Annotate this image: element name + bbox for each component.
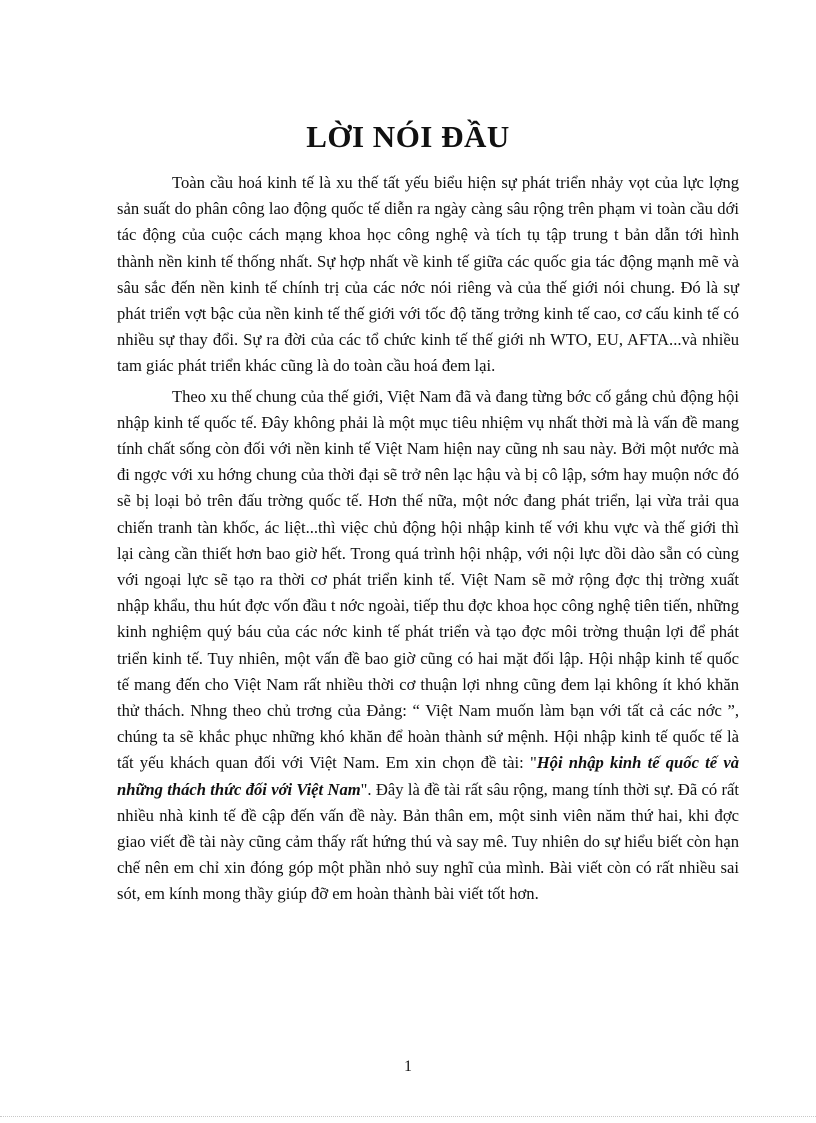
paragraph-1: Toàn cầu hoá kinh tế là xu thế tất yếu biểu hiện sự phát triển nhảy vọt của lực lợng sản suất do phân công lao động quốc tế diễn ra ngày càng sâu rộng trên phạm vi toàn cầu dới tác động của cuộc cách mạng khoa học công nghệ và tích tụ tập trung t bản dẫn tới hình thành nền kinh tế thống nhất. Sự hợp nhất về kinh tế giữa các quốc gia tác động mạnh mẽ và sâu sắc đến nền kinh tế chính trị của các nớc nói riêng và của thế giới nói chung. Đó là sự phát triển vợt bậc của nền kinh tế thế giới với tốc độ tăng trởng kinh tế cao, cơ cấu kinh tế có nhiều sự thay đổi. Sự ra đời của các tổ chức kinh tế thế giới nh WTO, EU, AFTA...và nhiều tam giác phát triển khác cũng là do toàn cầu hoá đem lại. [117,173,739,376]
document-body [117,170,739,912]
essay-topic: Hội nhập kinh tế quốc tế và những thách thức đối với Việt Nam [117,753,739,799]
page-title: LỜI NÓI ĐẦU [306,118,510,154]
page-number: 1 [404,1058,412,1075]
paragraph-2-text-after: ". Đây là đề tài rất sâu rộng, mang tính thời sự. Đã có rất nhiều nhà kinh tế đề cập đến vấn đề này. Bản thân em, một sinh viên năm thứ hai, khi đợc giao viết đề tài này cũng cảm thấy rất hứng thú và say mê. Tuy nhiên do sự hiểu biết còn hạn chế nên em chỉ xin đóng góp một phần nhỏ suy nghĩ của mình. Bài viết còn có rất nhiều sai sót, em kính mong thầy giúp đỡ em hoàn thành bài viết tốt hơn. [117,779,740,904]
paragraph-2-text-before: Theo xu thế chung của thế giới, Việt Nam đã và đang từng bớc cố gắng chủ động hội nhập kinh tế quốc tế. Đây không phải là một mục tiêu nhiệm vụ nhất thời mà là vấn đề mang tính chất sống còn đối với nền kinh tế Việt Nam hiện nay cũng nh sau này. Bởi một nước mà đi ngợc với xu hớng chung của thời đại sẽ trở nên lạc hậu và bị cô lập, sớm hay muộn nớc đó sẽ bị loại bỏ trên đấu trờng quốc tế. Hơn thế nữa, một nớc đang phát triển, lại vừa trải qua chiến tranh tàn khốc, ác liệt...thì việc chủ động hội nhập kinh tế với khu vực và thế giới thì lại càng cần thiết hơn bao giờ hết. Trong quá trình hội nhập, với nội lực dồi dào sẵn có cùng với ngoại lực sẽ tạo ra thời cơ phát triển kinh tế. Việt Nam sẽ mở rộng đợc thị trờng xuất nhập khẩu, thu hút đợc vốn đầu t nớc ngoài, tiếp thu đợc khoa học công nghệ tiên tiến, những kinh nghiệm quý báu của các nớc kinh tế phát triển và tạo đợc môi trờng thuận lợi để phát triển kinh tế. Tuy nhiên, một vấn đề bao giờ cũng có hai mặt đối lập. Hội nhập kinh tế quốc tế mang đến cho Việt Nam rất nhiều thời cơ thuận lợi nhng cũng đem lại không ít khó khăn thử thách. Nhng theo chủ trơng của Đảng: “ Việt Nam muốn làm bạn với tất cả các nớc ”, chúng ta sẽ khắc phục những khó khăn để hoàn thành sứ mệnh. Hội nhập kinh tế quốc tế là tất yếu khách quan đối với Việt Nam. Em xin chọn đề tài: " [117,386,739,773]
page-bottom-divider [0,1116,816,1117]
paragraph-2 [117,384,739,908]
